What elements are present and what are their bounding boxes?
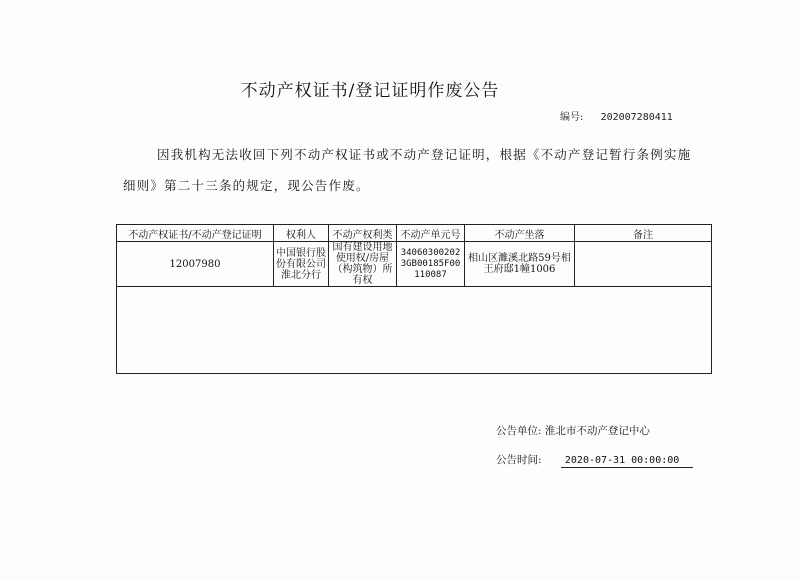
time-value: 2020-07-31 00:00:00 [561,455,693,468]
notice-table [116,224,712,374]
table-empty-row [117,287,712,374]
footer-time [496,452,693,468]
footer-unit [496,423,650,438]
unit-label: 公告单位: [496,425,542,437]
table-row [117,242,712,287]
table-header-row [117,225,712,242]
unit-value: 淮北市不动产登记中心 [544,425,650,437]
empty-cell [117,287,712,374]
time-label: 公告时间: [496,454,542,466]
serial-number [560,108,673,123]
cell-unit-number: 340603002023GB00185F00110087 [397,242,465,287]
header-unit-number: 不动产单元号 [397,225,465,242]
notice-body: 因我机构无法收回下列不动产权证书或不动产登记证明，根据《不动产登记暂行条例实施细则》第二十三条的规定，现公告作废。 [123,147,692,193]
header-owner: 权利人 [274,225,329,242]
cell-owner: 中国银行股份有限公司淮北分行 [274,242,329,287]
header-location: 不动产坐落 [465,225,575,242]
serial-value: 202007280411 [600,112,673,123]
cell-remark [575,242,712,287]
header-right-type: 不动产权利类 [329,225,397,242]
header-certificate: 不动产权证书/不动产登记证明 [117,225,274,242]
cell-certificate: 12007980 [117,242,274,287]
document-title: 不动产权证书/登记证明作废公告 [240,81,500,101]
cell-right-type: 国有建设用地使用权/房屋（构筑物）所有权 [329,242,397,287]
cell-location: 相山区濉溪北路59号相王府邸1幢1006 [465,242,575,287]
header-remark: 备注 [575,225,712,242]
serial-label: 编号: [560,112,584,123]
